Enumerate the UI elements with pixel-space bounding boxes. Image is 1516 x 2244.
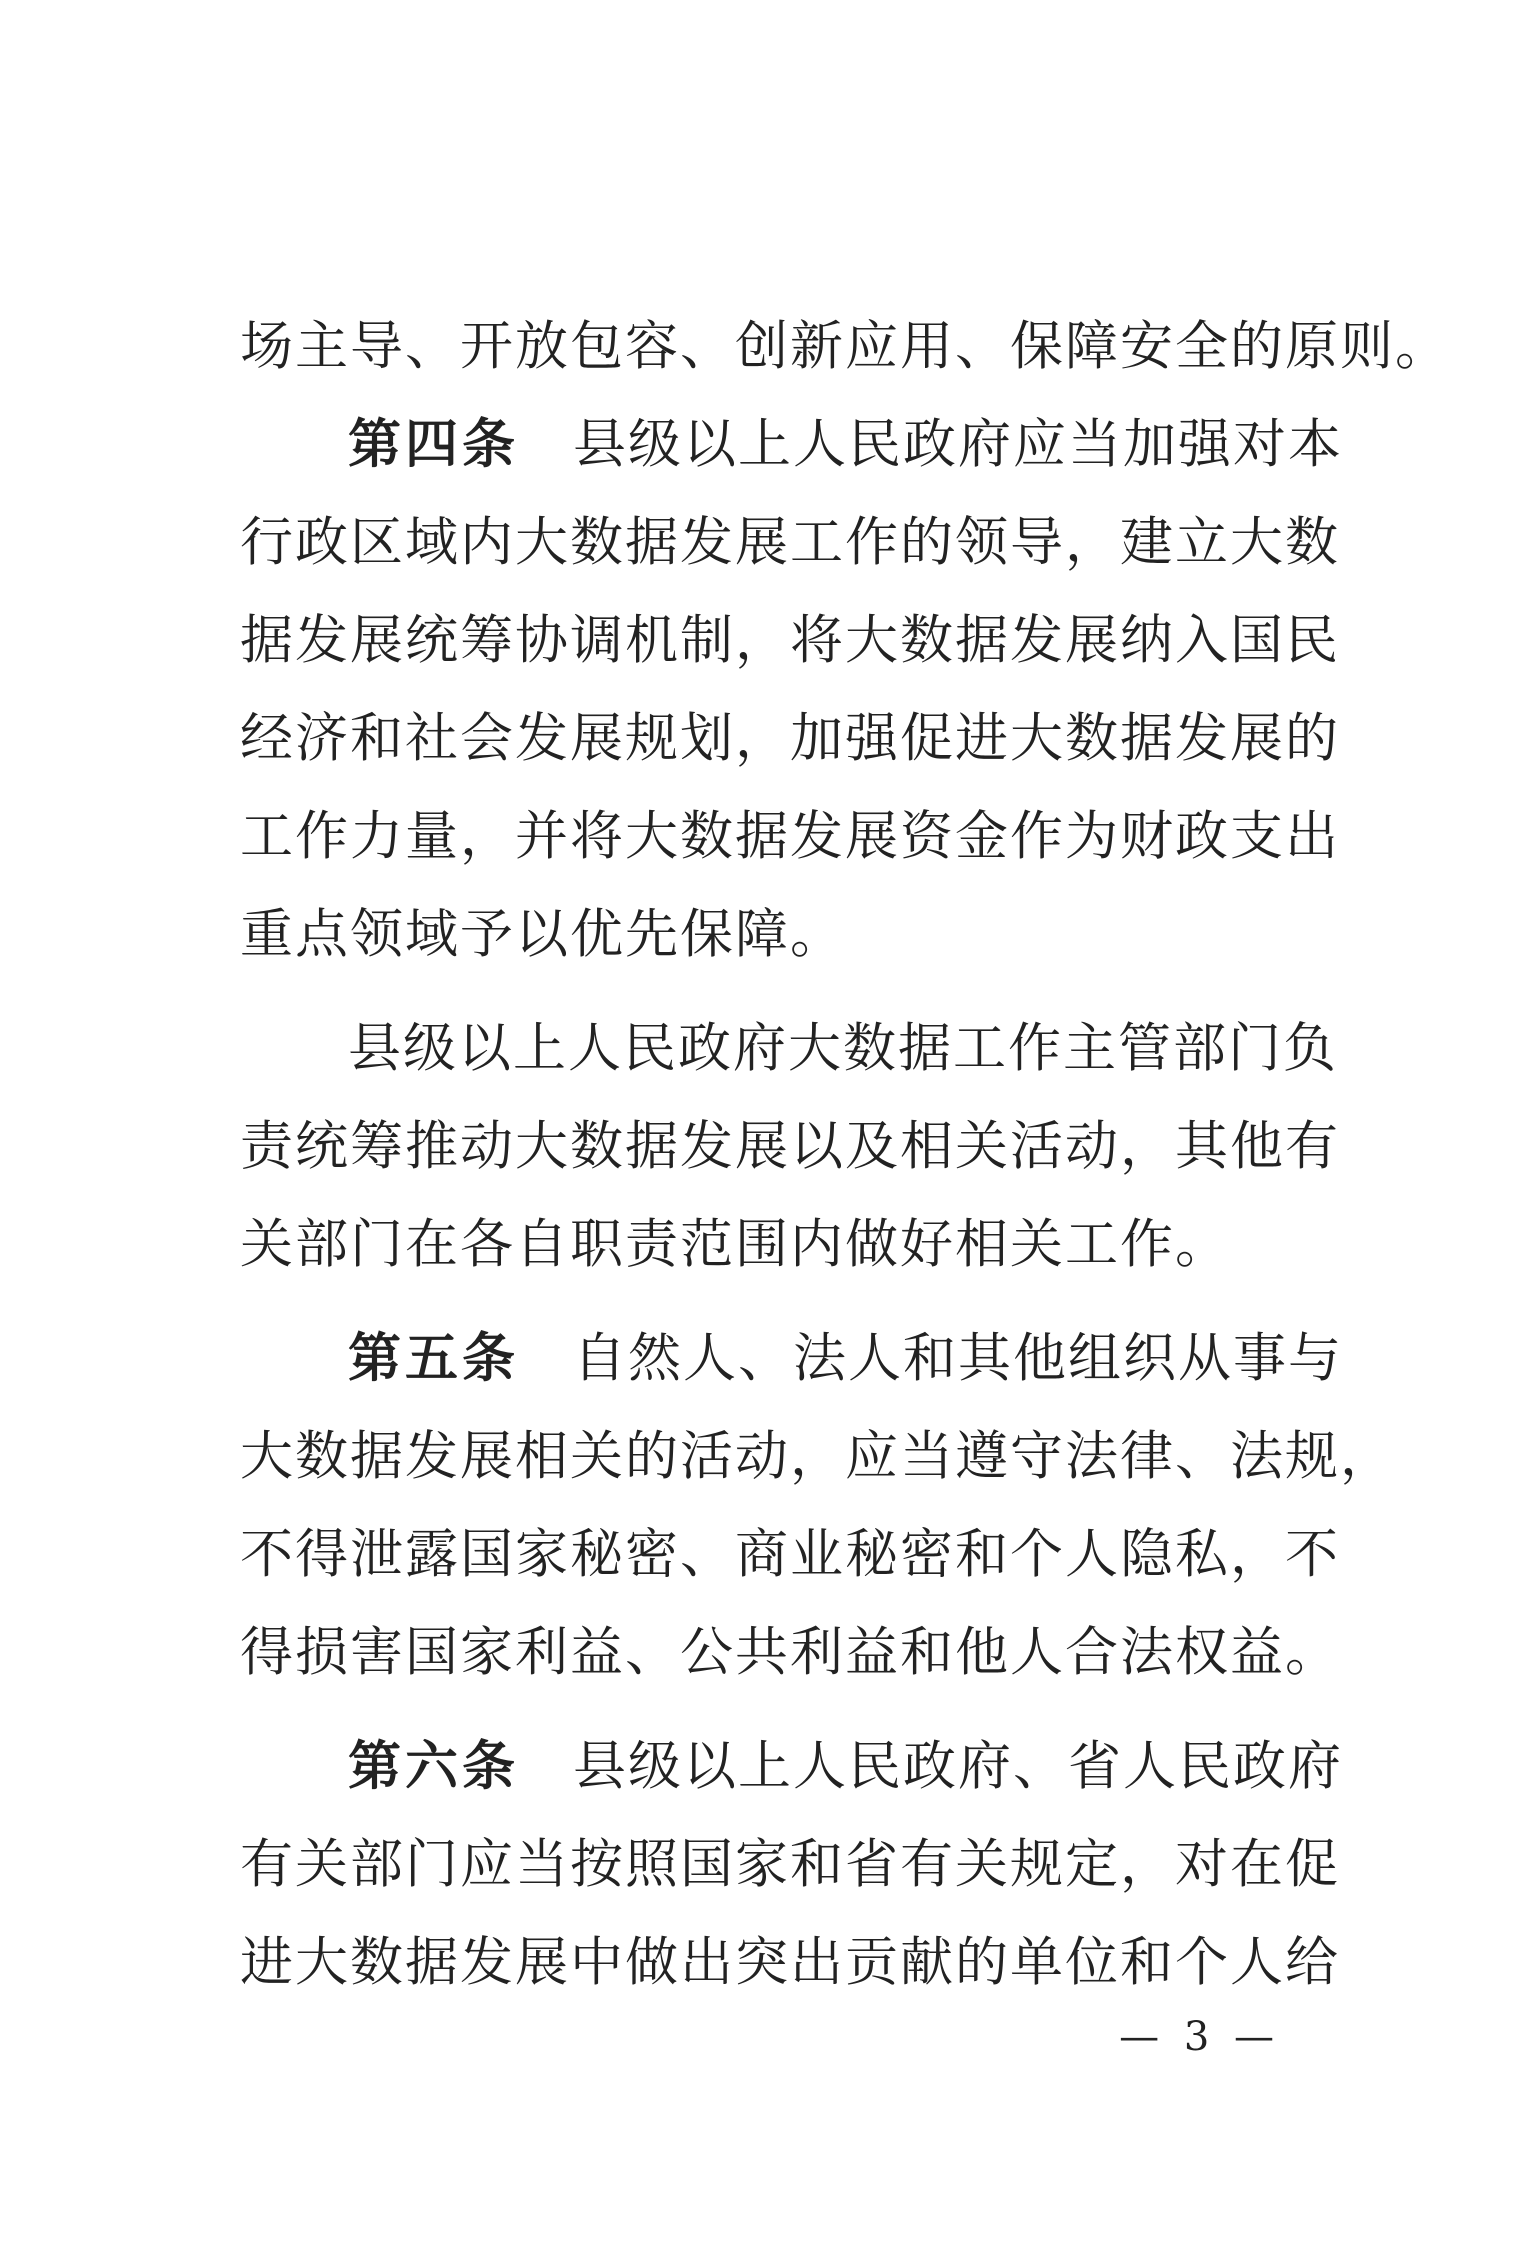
article-label: 第六条 xyxy=(348,1736,519,1797)
article-line xyxy=(240,1310,1343,1408)
article-text: 县级以上人民政府应当加强对本 xyxy=(573,414,1343,475)
text-line: 据发展统筹协调机制，将大数据发展纳入国民 xyxy=(240,610,1340,671)
paragraph-gap xyxy=(240,1702,1280,1718)
article-label: 第四条 xyxy=(348,414,519,475)
article-label: 第五条 xyxy=(348,1328,519,1389)
article-line xyxy=(240,1718,1343,1816)
paragraph-gap xyxy=(240,984,1280,1000)
text-line: 关部门在各自职责范围内做好相关工作。 xyxy=(240,1214,1230,1275)
text-line: 重点领域予以优先保障。 xyxy=(240,904,845,965)
text-line: 场主导、开放包容、创新应用、保障安全的原则。 xyxy=(240,316,1450,377)
text-line: 大数据发展相关的活动，应当遵守法律、法规， xyxy=(240,1426,1395,1487)
article-text: 县级以上人民政府、省人民政府 xyxy=(573,1736,1343,1797)
text-line: 进大数据发展中做出突出贡献的单位和个人给 xyxy=(240,1932,1340,1993)
text-line: 得损害国家利益、公共利益和他人合法权益。 xyxy=(240,1622,1340,1683)
page-number: — 3 — xyxy=(1119,2014,1280,2060)
paragraph-gap xyxy=(240,1294,1280,1310)
text-line: 经济和社会发展规划，加强促进大数据发展的 xyxy=(240,708,1340,769)
text-line: 不得泄露国家秘密、商业秘密和个人隐私，不 xyxy=(240,1524,1340,1585)
text-line: 行政区域内大数据发展工作的领导，建立大数 xyxy=(240,512,1340,573)
article-text: 自然人、法人和其他组织从事与 xyxy=(573,1328,1343,1389)
text-line: 工作力量，并将大数据发展资金作为财政支出 xyxy=(240,806,1340,867)
body-text xyxy=(240,298,1450,2012)
text-line: 责统筹推动大数据发展以及相关活动，其他有 xyxy=(240,1116,1340,1177)
article-line xyxy=(240,396,1343,494)
text-line: 有关部门应当按照国家和省有关规定，对在促 xyxy=(240,1834,1340,1895)
paragraph-line: 县级以上人民政府大数据工作主管部门负 xyxy=(348,1018,1338,1079)
